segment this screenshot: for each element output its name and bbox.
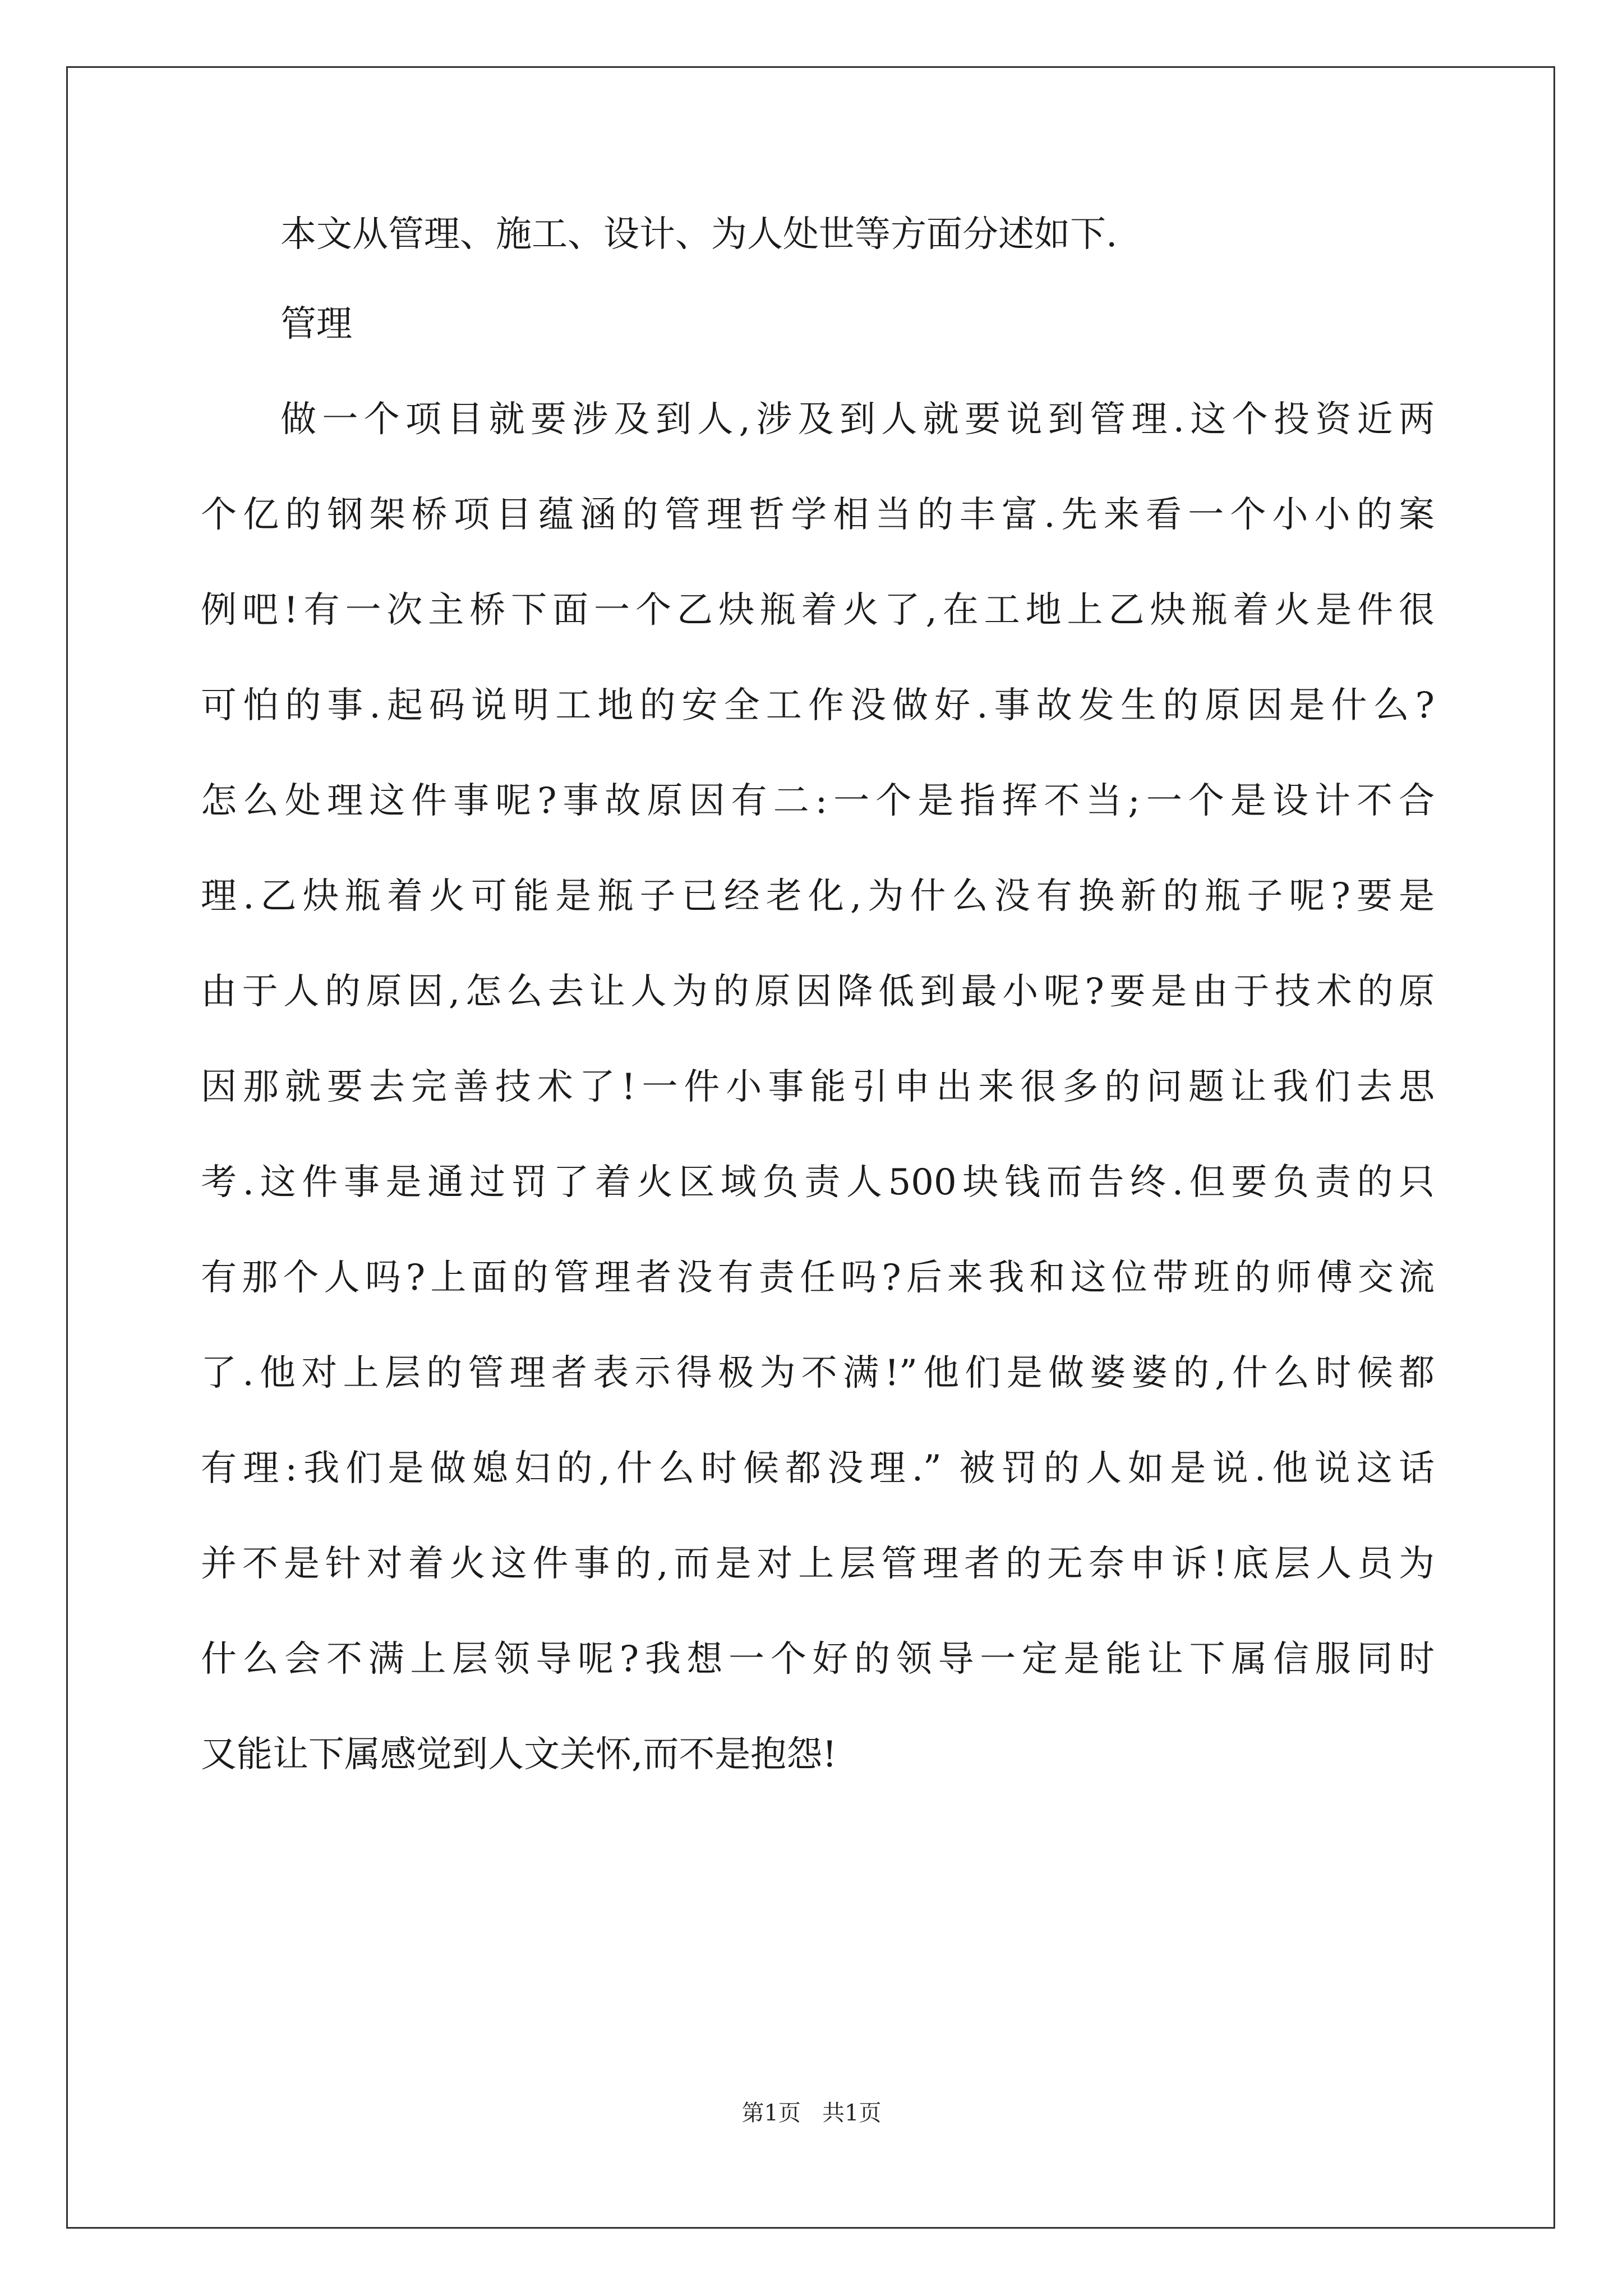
- paragraph-line: 由于人的原因,怎么去让人为的原因降低到最小呢?要是由于技术的原: [201, 971, 1435, 1013]
- paragraph-line: 怎么处理这件事呢?事故原因有二:一个是指挥不当;一个是设计不合: [201, 780, 1435, 822]
- page-number-footer: 第1页 共1页: [741, 2100, 882, 2126]
- paragraph-line: 个亿的钢架桥项目蕴涵的管理哲学相当的丰富.先来看一个小小的案: [201, 494, 1435, 536]
- paragraph-line: 可怕的事.起码说明工地的安全工作没做好.事故发生的原因是什么?: [201, 685, 1435, 726]
- paragraph-line: 了.他对上层的管理者表示得极为不满!”他们是做婆婆的,什么时候都: [201, 1352, 1435, 1394]
- section-heading: 管理: [280, 303, 352, 345]
- paragraph-line: 又能让下属感觉到人文关怀,而不是抱怨!: [201, 1734, 837, 1775]
- paragraph-line: 考.这件事是通过罚了着火区域负责人500块钱而告终.但要负责的只: [201, 1162, 1435, 1203]
- paragraph-line: 并不是针对着火这件事的,而是对上层管理者的无奈申诉!底层人员为: [201, 1543, 1435, 1585]
- paragraph-line: 有理:我们是做媳妇的,什么时候都没理.” 被罚的人如是说.他说这话: [201, 1448, 1435, 1489]
- intro-line: 本文从管理、施工、设计、为人处世等方面分述如下.: [280, 214, 1118, 255]
- paragraph-line: 什么会不满上层领导呢?我想一个好的领导一定是能让下属信服同时: [201, 1639, 1435, 1680]
- paragraph-line: 做一个项目就要涉及到人,涉及到人就要说到管理.这个投资近两: [280, 399, 1435, 440]
- paragraph-line: 理.乙炔瓶着火可能是瓶子已经老化,为什么没有换新的瓶子呢?要是: [201, 876, 1435, 917]
- paragraph-line: 有那个人吗?上面的管理者没有责任吗?后来我和这位带班的师傅交流: [201, 1257, 1435, 1299]
- paragraph-line: 因那就要去完善技术了!一件小事能引申出来很多的问题让我们去思: [201, 1066, 1435, 1108]
- paragraph-line: 例吧!有一次主桥下面一个乙炔瓶着火了,在工地上乙炔瓶着火是件很: [201, 590, 1435, 631]
- page-border: [66, 66, 1555, 2229]
